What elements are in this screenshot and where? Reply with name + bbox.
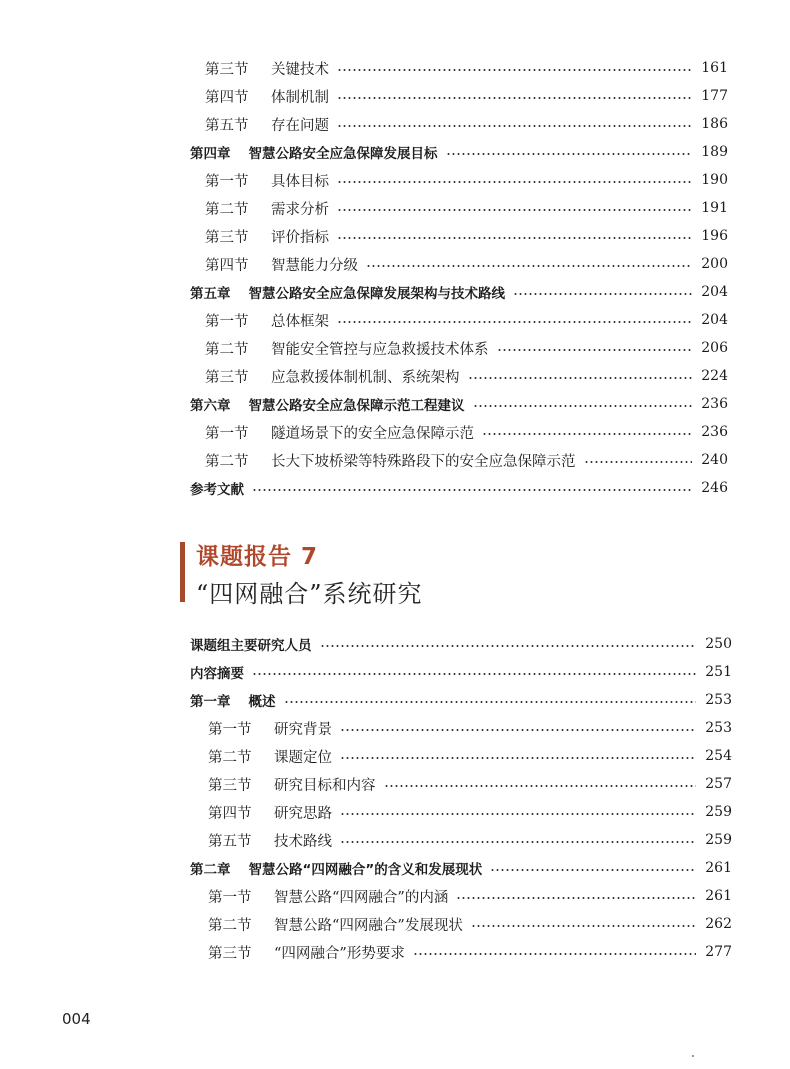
page-number: 004 xyxy=(62,1010,91,1028)
toc-entry-title: 概述 xyxy=(248,694,276,710)
toc-entry-text xyxy=(208,886,448,907)
toc-entry-title: 研究背景 xyxy=(274,721,332,738)
toc-entry-text xyxy=(190,394,465,414)
toc-entry-title: 总体框架 xyxy=(271,313,329,330)
toc-entry-text xyxy=(205,310,329,331)
dot-leader xyxy=(456,897,696,899)
toc-page-number: 251 xyxy=(705,664,732,680)
toc-entry-text xyxy=(205,198,329,219)
toc-page-number: 253 xyxy=(705,720,732,736)
toc-page-number: 259 xyxy=(705,804,732,820)
dot-leader xyxy=(482,433,692,435)
toc-entry-title: 智能安全管控与应急救援技术体系 xyxy=(271,341,489,358)
toc-entry-text xyxy=(205,86,329,107)
toc-section-row xyxy=(0,773,732,795)
toc-entry-text xyxy=(208,942,405,963)
toc-page-number: 200 xyxy=(701,256,728,272)
dot-leader xyxy=(337,237,692,239)
toc-section-row xyxy=(0,225,728,247)
chapter-number: 第一章 xyxy=(190,694,231,710)
toc-section-row xyxy=(0,717,732,739)
toc-section-row xyxy=(0,913,732,935)
toc-entry-title: 智慧公路“四网融合”的含义和发展现状 xyxy=(248,862,483,878)
toc-entry-text xyxy=(208,802,332,823)
section-number: 第二节 xyxy=(205,341,249,358)
toc-page-number: 236 xyxy=(701,396,728,412)
section-number: 第五节 xyxy=(205,117,249,134)
toc-section-row xyxy=(0,309,728,331)
toc-page-number: 186 xyxy=(701,116,728,132)
toc-entry-text xyxy=(208,830,332,851)
report-title: 课题报告 7 xyxy=(196,544,319,570)
toc-page-number: 206 xyxy=(701,340,728,356)
section-number: 第二节 xyxy=(208,749,252,766)
toc-chapter-row xyxy=(0,281,728,303)
toc-entry-title: 技术路线 xyxy=(274,833,332,850)
toc-entry-title: 参考文献 xyxy=(190,482,244,498)
section-number: 第四节 xyxy=(208,805,252,822)
toc-page-number: 204 xyxy=(701,312,728,328)
section-number: 第一节 xyxy=(208,889,252,906)
toc-section-row xyxy=(0,449,728,471)
chapter-number: 第五章 xyxy=(190,286,231,302)
toc-page-number: 250 xyxy=(705,636,732,652)
section-number: 第三节 xyxy=(205,61,249,78)
toc-section-row xyxy=(0,253,728,275)
dot-leader xyxy=(468,377,693,379)
dot-leader xyxy=(284,701,697,703)
toc-page-number: 204 xyxy=(701,284,728,300)
toc-entry-text xyxy=(208,718,332,739)
dot-leader xyxy=(337,321,692,323)
toc-entry-text xyxy=(205,114,329,135)
toc-section-row xyxy=(0,337,728,359)
toc-entry-text xyxy=(205,170,329,191)
toc-entry-text xyxy=(190,634,312,654)
toc-entry-title: 内容摘要 xyxy=(190,666,244,682)
section-number: 第一节 xyxy=(208,721,252,738)
dot-leader xyxy=(490,869,696,871)
dot-leader xyxy=(446,153,693,155)
dot-leader xyxy=(513,293,692,295)
report-subtitle: “四网融合”系统研究 xyxy=(196,580,423,608)
toc-chapter-row xyxy=(0,477,728,499)
toc-entry-text xyxy=(190,662,244,682)
toc-entry-text xyxy=(208,774,376,795)
section-number: 第二节 xyxy=(205,201,249,218)
dot-leader xyxy=(337,125,692,127)
toc-chapter-row xyxy=(0,393,728,415)
toc-entry-text xyxy=(190,858,482,878)
toc-entry-title: 智慧能力分级 xyxy=(271,257,358,274)
toc-chapter-row xyxy=(0,661,732,683)
report-accent-bar xyxy=(180,542,185,602)
toc-entry-text xyxy=(208,914,463,935)
toc-entry-title: 课题组主要研究人员 xyxy=(190,638,312,654)
toc-page-number: 177 xyxy=(701,88,728,104)
dot-leader xyxy=(584,461,693,463)
section-number: 第四节 xyxy=(205,89,249,106)
dot-leader xyxy=(366,265,692,267)
dot-leader xyxy=(337,209,692,211)
toc-page-number: 189 xyxy=(701,144,728,160)
toc-page-number: 240 xyxy=(701,452,728,468)
toc-entry-text xyxy=(205,58,329,79)
toc-entry-title: 需求分析 xyxy=(271,201,329,218)
toc-page-number: 259 xyxy=(705,832,732,848)
section-number: 第二节 xyxy=(205,453,249,470)
dot-leader xyxy=(413,953,696,955)
chapter-number: 第四章 xyxy=(190,146,231,162)
toc-entry-title: 智慧公路安全应急保障示范工程建议 xyxy=(248,398,465,414)
toc-entry-text xyxy=(190,142,438,162)
scan-speck xyxy=(692,1055,694,1057)
dot-leader xyxy=(384,785,697,787)
toc-chapter-row xyxy=(0,689,732,711)
toc-page-number: 191 xyxy=(701,200,728,216)
section-number: 第三节 xyxy=(205,229,249,246)
section-number: 第一节 xyxy=(205,425,249,442)
section-number: 第三节 xyxy=(208,945,252,962)
toc-entry-title: 长大下坡桥梁等特殊路段下的安全应急保障示范 xyxy=(271,453,576,470)
dot-leader xyxy=(337,97,692,99)
toc-entry-text xyxy=(205,226,329,247)
section-number: 第三节 xyxy=(208,777,252,794)
toc-entry-text xyxy=(205,422,474,443)
toc-entry-title: 关键技术 xyxy=(271,61,329,78)
toc-entry-text xyxy=(208,746,332,767)
toc-chapter-row xyxy=(0,633,732,655)
toc-entry-title: 智慧公路“四网融合”发展现状 xyxy=(274,917,463,934)
toc-page-number: 246 xyxy=(701,480,728,496)
toc-page-number: 262 xyxy=(705,916,732,932)
toc-entry-title: 智慧公路安全应急保障发展目标 xyxy=(248,146,438,162)
dot-leader xyxy=(337,69,692,71)
dot-leader xyxy=(497,349,693,351)
toc-page-number: 257 xyxy=(705,776,732,792)
toc-entry-title: 智慧公路“四网融合”的内涵 xyxy=(274,889,449,906)
toc-section-row xyxy=(0,745,732,767)
toc-page-number: 277 xyxy=(705,944,732,960)
toc-entry-text xyxy=(205,254,358,275)
toc-section-row xyxy=(0,421,728,443)
toc-page-number: 261 xyxy=(705,860,732,876)
toc-page-number: 196 xyxy=(701,228,728,244)
toc-section-row xyxy=(0,113,728,135)
section-number: 第二节 xyxy=(208,917,252,934)
section-number: 第三节 xyxy=(205,369,249,386)
toc-chapter-row xyxy=(0,141,728,163)
toc-entry-title: 研究目标和内容 xyxy=(274,777,376,794)
toc-entry-title: “四网融合”形势要求 xyxy=(274,945,405,962)
toc-entry-text xyxy=(205,450,576,471)
section-number: 第五节 xyxy=(208,833,252,850)
dot-leader xyxy=(252,489,692,491)
toc-section-row xyxy=(0,941,732,963)
dot-leader xyxy=(340,813,696,815)
dot-leader xyxy=(340,729,696,731)
toc-entry-text xyxy=(190,478,244,498)
toc-entry-text xyxy=(190,690,276,710)
toc-entry-title: 存在问题 xyxy=(271,117,329,134)
toc-entry-title: 研究思路 xyxy=(274,805,332,822)
toc-page-number: 161 xyxy=(701,60,728,76)
toc-section-row xyxy=(0,801,732,823)
toc-chapter-row xyxy=(0,857,732,879)
toc-page-number: 236 xyxy=(701,424,728,440)
toc-section-row xyxy=(0,365,728,387)
toc-entry-text xyxy=(205,366,460,387)
toc-section-row xyxy=(0,85,728,107)
toc-page-number: 253 xyxy=(705,692,732,708)
toc-entry-text xyxy=(190,282,505,302)
toc-section-row xyxy=(0,169,728,191)
toc-page-number: 224 xyxy=(701,368,728,384)
toc-section-row xyxy=(0,885,732,907)
toc-section-row xyxy=(0,829,732,851)
dot-leader xyxy=(340,841,696,843)
toc-page-number: 261 xyxy=(705,888,732,904)
toc-entry-text xyxy=(205,338,489,359)
toc-entry-title: 具体目标 xyxy=(271,173,329,190)
dot-leader xyxy=(471,925,696,927)
toc-section-row xyxy=(0,57,728,79)
dot-leader xyxy=(252,673,696,675)
dot-leader xyxy=(473,405,693,407)
toc-entry-title: 体制机制 xyxy=(271,89,329,106)
section-number: 第一节 xyxy=(205,313,249,330)
toc-section-row xyxy=(0,197,728,219)
toc-entry-title: 评价指标 xyxy=(271,229,329,246)
toc-entry-title: 隧道场景下的安全应急保障示范 xyxy=(271,425,474,442)
dot-leader xyxy=(340,757,696,759)
toc-page-number: 254 xyxy=(705,748,732,764)
toc-page-number: 190 xyxy=(701,172,728,188)
section-number: 第一节 xyxy=(205,173,249,190)
toc-entry-title: 课题定位 xyxy=(274,749,332,766)
section-number: 第四节 xyxy=(205,257,249,274)
dot-leader xyxy=(337,181,692,183)
chapter-number: 第六章 xyxy=(190,398,231,414)
dot-leader xyxy=(320,645,697,647)
chapter-number: 第二章 xyxy=(190,862,231,878)
toc-entry-title: 应急救援体制机制、系统架构 xyxy=(271,369,460,386)
toc-entry-title: 智慧公路安全应急保障发展架构与技术路线 xyxy=(248,286,505,302)
